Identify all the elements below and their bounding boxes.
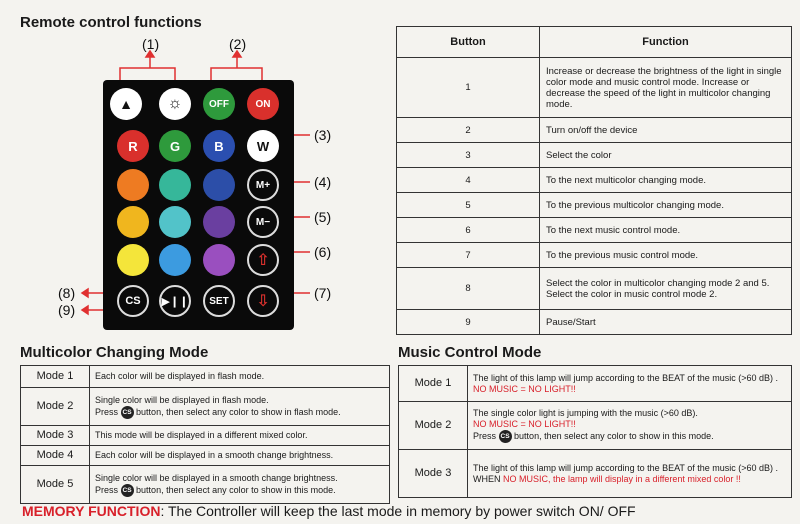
function-desc: To the next multicolor changing mode.: [540, 168, 792, 193]
warning-text: NO MUSIC, the lamp will display in a different mixed color !!: [503, 473, 741, 484]
callout-1: (1): [142, 36, 160, 52]
mode-label: Mode 3: [399, 450, 468, 498]
button-number: 4: [397, 168, 540, 193]
royal-blue-button[interactable]: [203, 169, 235, 201]
mode-minus-button[interactable]: M−: [247, 206, 279, 238]
multicolor-table: [20, 365, 390, 504]
button-number: 1: [397, 58, 540, 118]
arrow-down-icon: ⇩: [256, 293, 270, 310]
red-button[interactable]: R: [117, 130, 149, 162]
button-number: 8: [397, 268, 540, 310]
play-pause-icon: ▶❙❙: [161, 295, 189, 308]
mode-label: Mode 1: [21, 366, 90, 388]
music-title: Music Control Mode: [398, 344, 542, 361]
blue-button[interactable]: B: [203, 130, 235, 162]
music-next-button[interactable]: [247, 244, 279, 276]
mode-desc: Each color will be displayed in a smooth change brightness.: [90, 446, 390, 466]
callout-6: (6): [314, 244, 332, 260]
function-desc: To the previous multicolor changing mode.: [540, 193, 792, 218]
mode-label: Mode 2: [399, 402, 468, 450]
green-button[interactable]: G: [159, 130, 191, 162]
mode-desc: [468, 402, 792, 450]
button-number: 7: [397, 243, 540, 268]
mode-text: Single color will be displayed in a smooth change brightness.: [95, 472, 338, 483]
function-desc: Turn on/off the device: [540, 118, 792, 143]
button-number: 3: [397, 143, 540, 168]
arrow-up-icon: ⇧: [256, 252, 270, 269]
function-table: [396, 26, 792, 335]
mode-text: The light of this lamp will jump according to the BEAT of the music (>60 dB) . WHEN: [473, 462, 779, 484]
callout-8: (8): [58, 285, 76, 301]
mode-text: Single color will be displayed in flash mode.: [95, 394, 269, 405]
brightness-down-icon: ▲: [119, 96, 133, 112]
warning-text: NO MUSIC = NO LIGHT!!: [473, 419, 576, 429]
mode-desc: [468, 450, 792, 498]
mode-label: Mode 3: [21, 426, 90, 446]
remote-section-title: Remote control functions: [20, 14, 202, 31]
on-button[interactable]: ON: [247, 88, 279, 120]
memory-function: [22, 503, 636, 519]
white-button[interactable]: W: [247, 130, 279, 162]
brightness-down-button[interactable]: [110, 88, 142, 120]
function-desc: Select the color in multicolor changing mode 2 and 5. Select the color in music control mode 2.: [540, 268, 792, 310]
sun-icon: ☼: [167, 95, 183, 112]
sky-blue-button[interactable]: [159, 244, 191, 276]
warning-text: NO MUSIC = NO LIGHT!!: [473, 383, 576, 394]
memory-text: : The Controller will keep the last mode in memory by power switch ON/ OFF: [160, 503, 636, 519]
aqua-button[interactable]: [159, 206, 191, 238]
press-instruction: button, then select any color to show in flash mode.: [136, 406, 341, 417]
callout-3: (3): [314, 127, 332, 143]
mode-desc: [90, 388, 390, 426]
mode-label: Mode 1: [399, 366, 468, 402]
callout-2: (2): [229, 36, 247, 52]
multicolor-title: Multicolor Changing Mode: [20, 344, 209, 361]
callout-9: (9): [58, 302, 76, 318]
cs-icon: CS: [121, 484, 134, 497]
purple-button[interactable]: [203, 206, 235, 238]
memory-label: MEMORY FUNCTION: [22, 503, 161, 519]
mode-text: The light of this lamp will jump according to the BEAT of the music (>60 dB) .: [473, 372, 779, 383]
music-table: [398, 365, 792, 498]
lemon-button[interactable]: [117, 244, 149, 276]
mode-desc: Each color will be displayed in flash mode.: [90, 366, 390, 388]
press-instruction: button, then select any color to show in this mode.: [136, 484, 336, 495]
press-label: Press: [473, 430, 497, 441]
function-desc: Select the color: [540, 143, 792, 168]
cs-button[interactable]: CS: [117, 285, 149, 317]
function-header: Function: [540, 27, 792, 58]
mode-plus-button[interactable]: M+: [247, 169, 279, 201]
off-button[interactable]: OFF: [203, 88, 235, 120]
function-desc: Pause/Start: [540, 310, 792, 335]
mode-desc: This mode will be displayed in a different mixed color.: [90, 426, 390, 446]
function-desc: To the next music control mode.: [540, 218, 792, 243]
press-instruction: button, then select any color to show in this mode.: [514, 430, 714, 441]
cs-icon: CS: [499, 430, 512, 443]
button-header: Button: [397, 27, 540, 58]
callout-4: (4): [314, 174, 332, 190]
teal-button[interactable]: [159, 169, 191, 201]
brightness-up-button[interactable]: [159, 88, 191, 120]
button-number: 6: [397, 218, 540, 243]
function-desc: Increase or decrease the brightness of the light in single color mode and music control mode. Increase or decrease the speed of the light in multicolor changing mode.: [540, 58, 792, 118]
cs-icon: CS: [121, 406, 134, 419]
mode-desc: [468, 366, 792, 402]
mode-label: Mode 4: [21, 446, 90, 466]
button-number: 2: [397, 118, 540, 143]
press-label: Press: [95, 406, 119, 417]
callout-5: (5): [314, 209, 332, 225]
press-label: Press: [95, 484, 119, 495]
remote-control: [103, 80, 294, 330]
mode-text: The single color light is jumping with the music (>60 dB).: [473, 408, 698, 418]
violet-button[interactable]: [203, 244, 235, 276]
yellow-button[interactable]: [117, 206, 149, 238]
set-button[interactable]: SET: [203, 285, 235, 317]
button-number: 9: [397, 310, 540, 335]
button-number: 5: [397, 193, 540, 218]
music-prev-button[interactable]: [247, 285, 279, 317]
mode-label: Mode 5: [21, 466, 90, 504]
play-pause-button[interactable]: [159, 285, 191, 317]
mode-desc: [90, 466, 390, 504]
function-desc: To the previous music control mode.: [540, 243, 792, 268]
callout-7: (7): [314, 285, 332, 301]
orange-button[interactable]: [117, 169, 149, 201]
mode-label: Mode 2: [21, 388, 90, 426]
